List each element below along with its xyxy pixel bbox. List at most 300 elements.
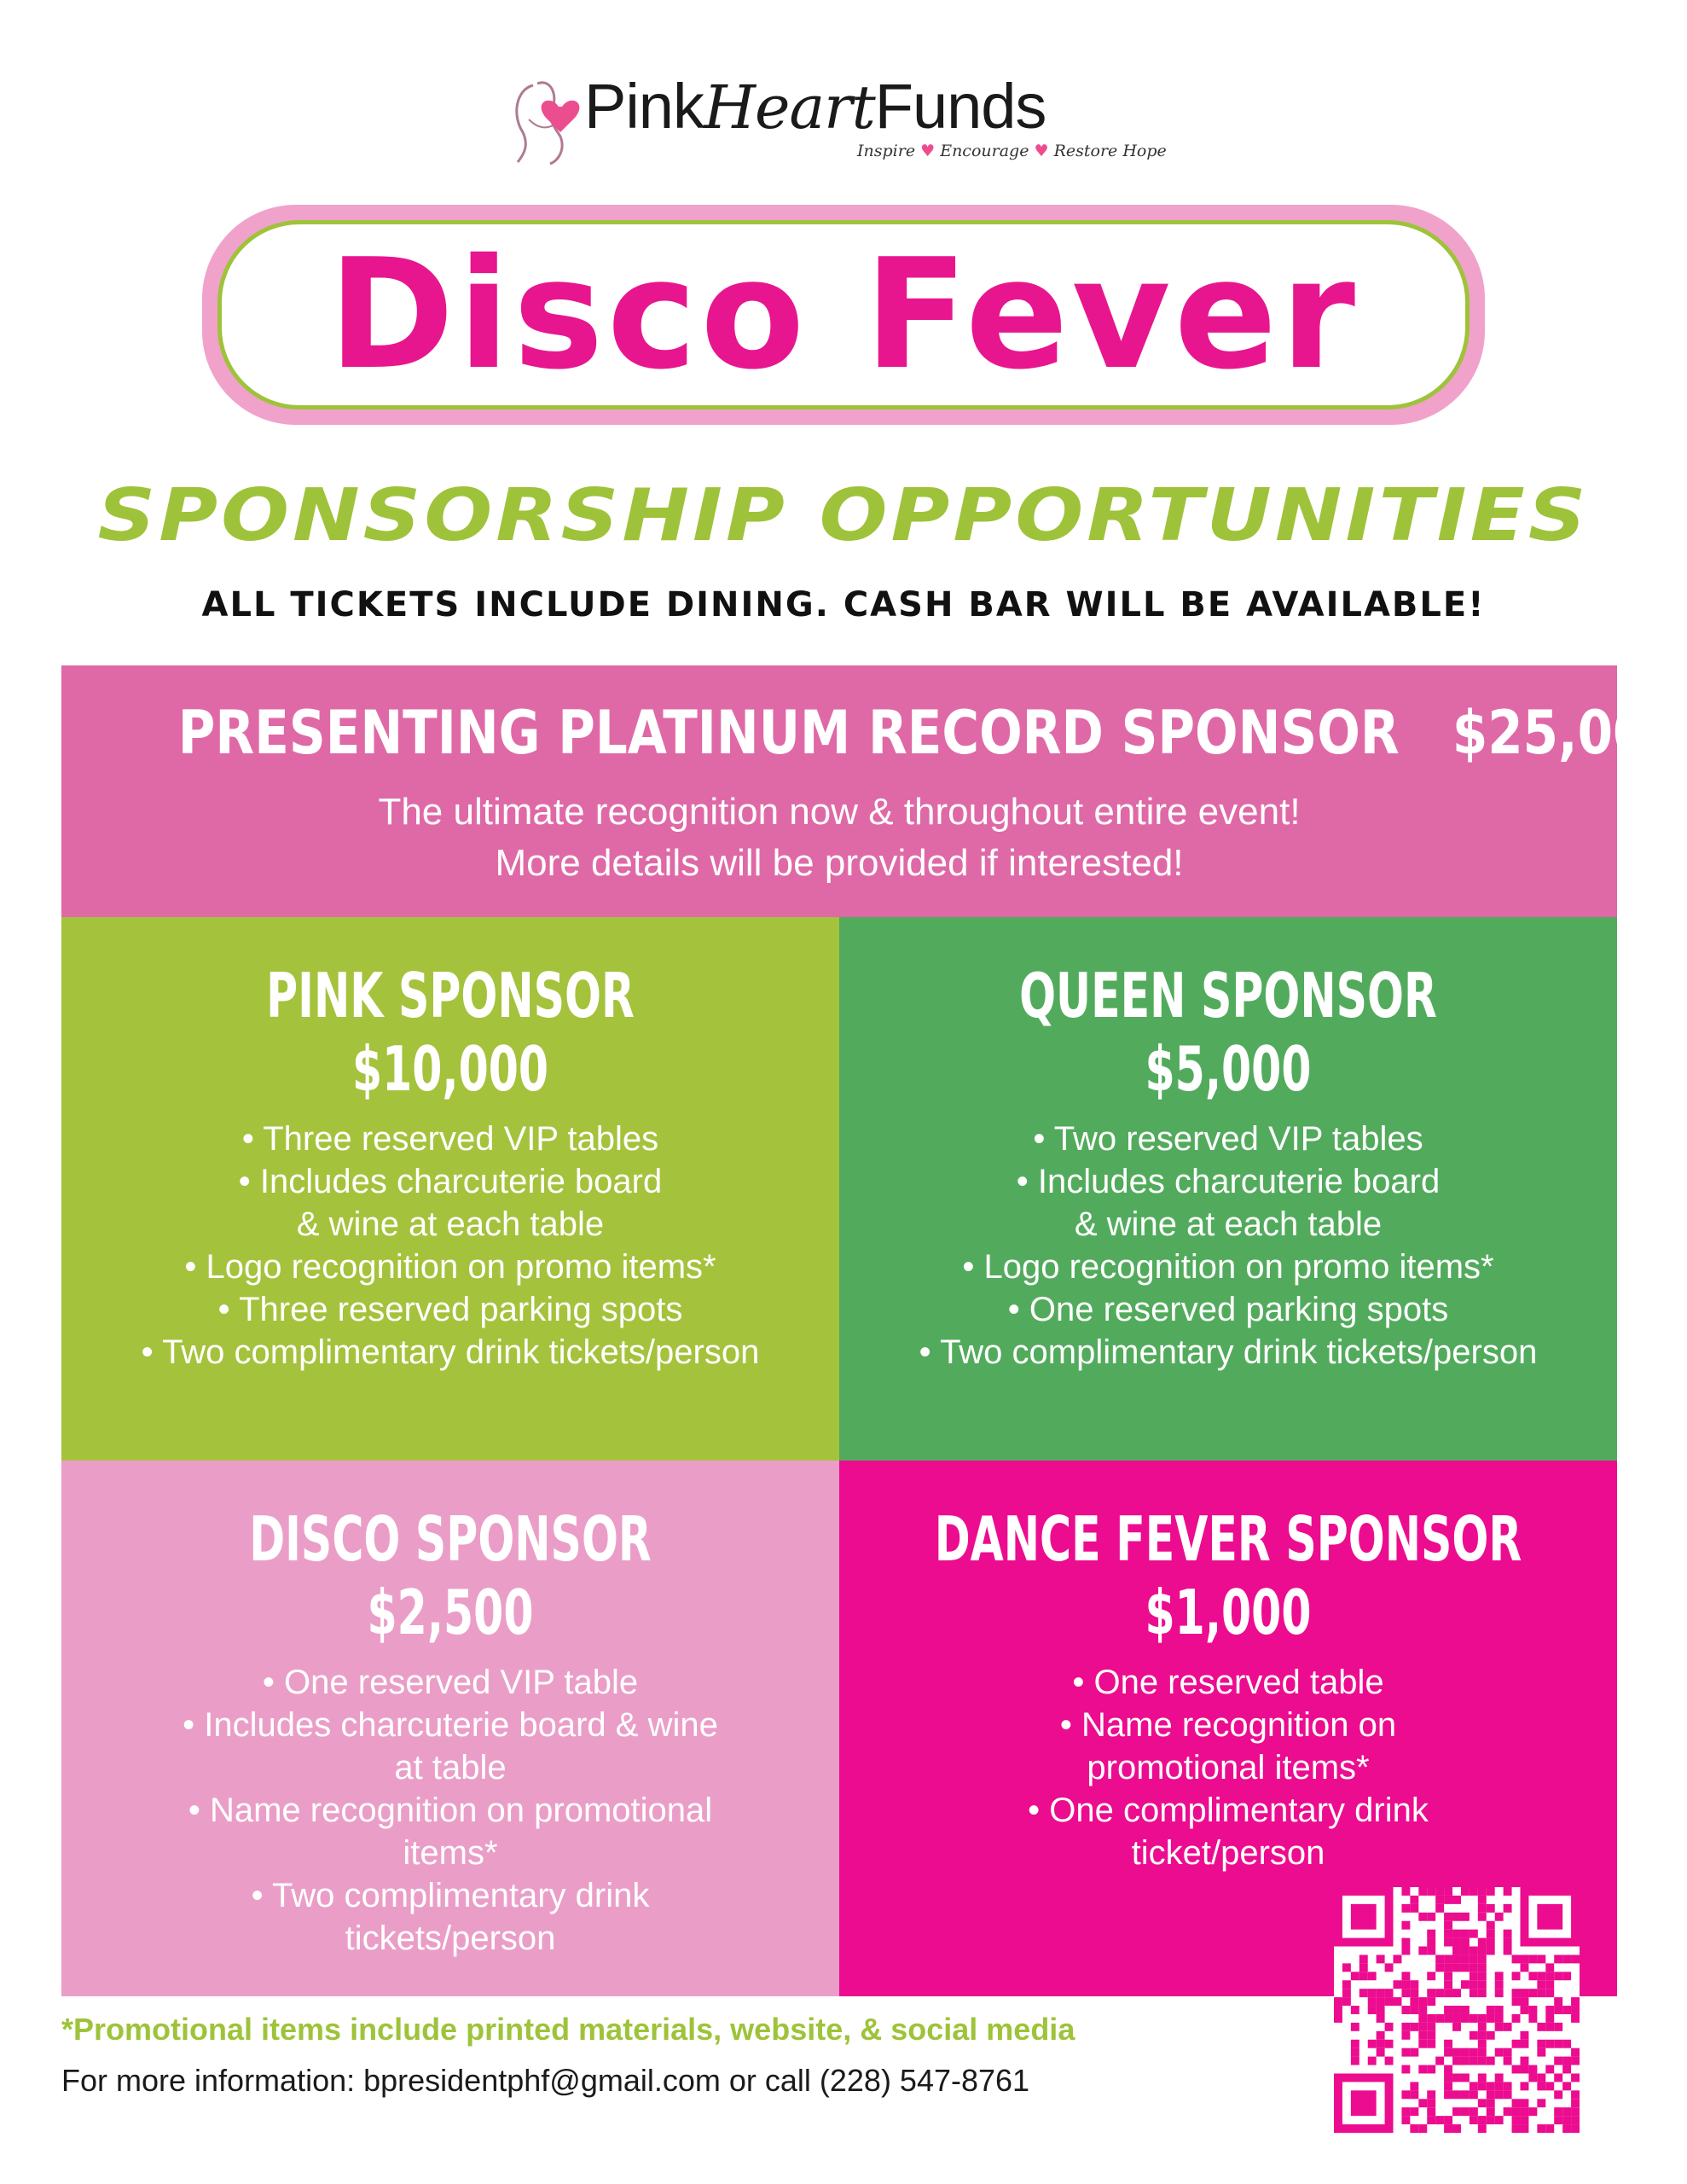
qr-module (1470, 2048, 1478, 2057)
qr-module (1461, 1938, 1470, 1947)
qr-module (1495, 2023, 1504, 2031)
qr-module (1537, 1989, 1545, 1997)
qr-module (1487, 2031, 1495, 2040)
qr-module (1478, 1989, 1487, 1997)
qr-module (1504, 1947, 1512, 1955)
qr-module (1452, 2073, 1461, 2082)
qr-module (1427, 1887, 1435, 1896)
qr-module (1554, 2057, 1562, 2065)
qr-module (1478, 2099, 1487, 2107)
qr-module (1401, 1980, 1410, 1989)
platinum-sponsor-box (61, 665, 1684, 917)
qr-module (1562, 2040, 1571, 2048)
benefit-item: & wine at each table (296, 1205, 605, 1243)
qr-module (1351, 1972, 1359, 1980)
qr-module (1487, 2082, 1495, 2090)
qr-module (1554, 2023, 1562, 2031)
qr-module (1410, 2107, 1418, 2116)
qr-module (1461, 1930, 1470, 1938)
qr-module (1444, 2006, 1452, 2014)
benefit-item: • Name recognition on (1059, 1706, 1397, 1744)
qr-module (1385, 1963, 1394, 1972)
logo-tagline: Inspire ♥ Encourage ♥ Restore Hope (857, 142, 1167, 160)
qr-module (1427, 2116, 1435, 2124)
queen-sponsor-benefits (856, 1118, 1600, 1374)
qr-module (1537, 2124, 1545, 2133)
qr-module (1512, 2065, 1521, 2074)
benefit-item: • Three reserved VIP tables (241, 1120, 659, 1158)
qr-module (1351, 2040, 1359, 2048)
qr-module (1385, 2023, 1394, 2031)
qr-module (1444, 2124, 1452, 2133)
qr-module (1452, 2057, 1461, 2065)
qr-module (1461, 1887, 1470, 1896)
qr-module (1427, 1997, 1435, 2006)
qr-module (1418, 1887, 1427, 1896)
qr-module (1394, 1997, 1402, 2006)
qr-module (1478, 2023, 1487, 2031)
qr-module (1478, 2124, 1487, 2133)
qr-module (1444, 2048, 1452, 2057)
qr-module (1385, 1989, 1394, 1997)
qr-module (1368, 2057, 1377, 2065)
qr-module (1512, 2107, 1521, 2116)
qr-module (1528, 2107, 1537, 2116)
qr-module (1478, 1913, 1487, 1921)
qr-module (1545, 2006, 1554, 2014)
disco-sponsor-box (61, 1461, 839, 1996)
qr-module (1444, 1930, 1452, 1938)
qr-module (1452, 2023, 1461, 2031)
qr-module (1427, 1972, 1435, 1980)
qr-module (1478, 1947, 1487, 1955)
qr-module (1377, 2040, 1385, 2048)
qr-module (1520, 2006, 1528, 2014)
queen-sponsor-box (839, 917, 1617, 1461)
qr-module (1470, 1980, 1478, 1989)
qr-module (1478, 2014, 1487, 2023)
qr-module (1452, 2006, 1461, 2014)
pink-sponsor-title: PINK SPONSOR (266, 960, 635, 1031)
qr-module (1470, 2116, 1478, 2124)
qr-module (1478, 2040, 1487, 2048)
qr-module (1452, 1930, 1461, 1938)
qr-module (1571, 2014, 1580, 2023)
qr-module (1452, 1938, 1461, 1947)
qr-module (1528, 2073, 1537, 2082)
qr-module (1342, 1997, 1351, 2006)
qr-module (1512, 2040, 1521, 2048)
qr-module (1427, 1938, 1435, 1947)
qr-module (1435, 1896, 1444, 1904)
qr-module (1427, 2023, 1435, 2031)
pink-sponsor-price: $10,000 (351, 1033, 549, 1105)
qr-module (1545, 2014, 1554, 2023)
qr-module (1545, 1972, 1554, 1980)
qr-module (1520, 2057, 1528, 2065)
qr-module (1385, 1997, 1394, 2006)
qr-module (1562, 2057, 1571, 2065)
dance-fever-sponsor-benefits (856, 1661, 1600, 1874)
qr-module (1435, 1963, 1444, 1972)
qr-module (1444, 2073, 1452, 2082)
heart-icon: ♥ (920, 142, 936, 160)
qr-module (1571, 2057, 1580, 2065)
qr-module (1495, 2006, 1504, 2014)
benefit-item: • Three reserved parking spots (217, 1291, 683, 1328)
qr-module (1537, 2082, 1545, 2090)
qr-module (1427, 1947, 1435, 1955)
qr-module (1478, 2057, 1487, 2065)
qr-module (1410, 1980, 1418, 1989)
qr-module (1512, 1955, 1521, 1963)
qr-module (1452, 2048, 1461, 2057)
qr-module (1478, 1896, 1487, 1904)
qr-module (1545, 2082, 1554, 2090)
qr-module (1435, 2014, 1444, 2023)
qr-module (1401, 2048, 1410, 2057)
qr-module (1427, 1989, 1435, 1997)
qr-module (1562, 2124, 1571, 2133)
qr-module (1461, 1913, 1470, 1921)
qr-module (1351, 2057, 1359, 2065)
benefit-item: • One reserved VIP table (262, 1664, 639, 1701)
qr-module (1495, 2048, 1504, 2057)
qr-module (1504, 1930, 1512, 1938)
benefit-item: • Includes charcuterie board (238, 1163, 663, 1200)
qr-module (1461, 2057, 1470, 2065)
disco-sponsor-title: DISCO SPONSOR (249, 1503, 652, 1575)
qr-module (1461, 1955, 1470, 1963)
qr-code-graphic (1334, 1887, 1580, 2133)
qr-module (1487, 2099, 1495, 2107)
qr-module (1444, 1921, 1452, 1930)
qr-module (1487, 2107, 1495, 2116)
qr-module (1418, 2099, 1427, 2107)
benefit-item: • One reserved parking spots (1007, 1291, 1449, 1328)
qr-module (1444, 1972, 1452, 1980)
qr-module (1478, 1887, 1487, 1896)
qr-module (1427, 2090, 1435, 2099)
qr-module (1512, 2099, 1521, 2107)
subtitle: SPONSORSHIP OPPORTUNITIES (97, 473, 1590, 558)
qr-module (1554, 2006, 1562, 2014)
qr-module (1470, 2082, 1478, 2090)
qr-module (1478, 1938, 1487, 1947)
qr-module (1571, 2048, 1580, 2057)
qr-module (1351, 1904, 1377, 1930)
qr-module (1444, 2090, 1452, 2099)
qr-module (1520, 2031, 1528, 2040)
qr-module (1351, 2006, 1359, 2014)
qr-module (1410, 1896, 1418, 1904)
qr-module (1487, 2014, 1495, 2023)
qr-module (1401, 1947, 1410, 1955)
qr-module (1444, 1913, 1452, 1921)
qr-module (1487, 1921, 1495, 1930)
qr-module (1342, 1963, 1351, 1972)
qr-module (1504, 1938, 1512, 1947)
qr-module (1495, 2073, 1504, 2082)
qr-module (1427, 2099, 1435, 2107)
qr-module (1444, 1980, 1452, 1989)
qr-module (1427, 2031, 1435, 2040)
qr-module (1401, 1887, 1410, 1896)
qr-module (1410, 1997, 1418, 2006)
qr-module (1377, 1997, 1385, 2006)
qr-module (1504, 2090, 1512, 2099)
qr-module (1461, 1947, 1470, 1955)
qr-module (1461, 2048, 1470, 2057)
dance-fever-sponsor-title: DANCE FEVER SPONSOR (934, 1503, 1522, 1575)
platinum-sponsor-title: PRESENTING PLATINUM RECORD SPONSOR (177, 698, 1400, 768)
qr-module (1368, 1997, 1377, 2006)
qr-module (1495, 2116, 1504, 2124)
benefit-item: • Includes charcuterie board & wine (183, 1706, 718, 1744)
qr-module (1401, 2116, 1410, 2124)
qr-module (1452, 1896, 1461, 1904)
qr-module (1444, 2116, 1452, 2124)
qr-module (1478, 2048, 1487, 2057)
queen-sponsor-price: $5,000 (1145, 1033, 1312, 1105)
qr-module (1512, 2116, 1521, 2124)
qr-module (1487, 1938, 1495, 1947)
qr-module (1342, 1989, 1351, 1997)
qr-module (1504, 2082, 1512, 2090)
qr-module (1401, 2023, 1410, 2031)
benefit-item: items* (403, 1834, 498, 1872)
logo-wordmark: PinkHeartFunds (584, 71, 1046, 142)
qr-module (1554, 1955, 1562, 1963)
qr-module (1461, 2006, 1470, 2014)
qr-module (1537, 2099, 1545, 2107)
qr-module (1410, 2023, 1418, 2031)
benefit-item: • Includes charcuterie board (1016, 1163, 1441, 1200)
qr-module (1520, 2116, 1528, 2124)
pink-sponsor-box (61, 917, 839, 1461)
qr-module (1487, 1887, 1495, 1896)
qr-module (1452, 1989, 1461, 1997)
qr-module (1401, 2090, 1410, 2099)
qr-module (1401, 1904, 1410, 1913)
qr-module (1554, 2040, 1562, 2048)
qr-module (1470, 1930, 1478, 1938)
qr-module (1377, 2031, 1385, 2040)
qr-module (1512, 1997, 1521, 2006)
qr-module (1418, 2023, 1427, 2031)
qr-module (1394, 1980, 1402, 1989)
qr-module (1562, 1972, 1571, 1980)
qr-module (1495, 1989, 1504, 1997)
qr-module (1444, 1963, 1452, 1972)
qr-module (1554, 2090, 1562, 2099)
qr-module (1334, 2014, 1342, 2023)
qr-module (1368, 2006, 1377, 2014)
qr-module (1444, 1955, 1452, 1963)
qr-module (1410, 2006, 1418, 2014)
qr-module (1478, 1955, 1487, 1963)
qr-module (1452, 2014, 1461, 2023)
qr-module (1478, 1904, 1487, 1913)
qr-module (1377, 2006, 1385, 2014)
dance-fever-sponsor-price: $1,000 (1145, 1577, 1312, 1648)
qr-module (1377, 1989, 1385, 1997)
qr-module (1427, 2065, 1435, 2074)
qr-module (1512, 2124, 1521, 2133)
qr-module (1487, 1930, 1495, 1938)
qr-module (1470, 2107, 1478, 2116)
qr-module (1504, 2023, 1512, 2031)
qr-module (1487, 2057, 1495, 2065)
qr-module (1435, 1887, 1444, 1896)
qr-module (1401, 1921, 1410, 1930)
qr-module (1537, 1904, 1562, 1930)
qr-module (1470, 2014, 1478, 2023)
qr-module (1461, 2090, 1470, 2099)
qr-module (1562, 2065, 1571, 2074)
platinum-sponsor-price: $25,000 (1452, 698, 1684, 768)
qr-module (1470, 2031, 1478, 2040)
qr-module (1520, 1955, 1528, 1963)
qr-module (1410, 2048, 1418, 2057)
qr-module (1401, 2107, 1410, 2116)
qr-module (1571, 2107, 1580, 2116)
qr-module (1554, 2116, 1562, 2124)
qr-module (1401, 2065, 1410, 2074)
qr-module (1495, 1972, 1504, 1980)
qr-module (1470, 1947, 1478, 1955)
qr-module (1504, 2107, 1512, 2116)
queen-sponsor-title: QUEEN SPONSOR (1019, 960, 1437, 1031)
qr-module (1470, 1989, 1478, 1997)
title-banner (202, 205, 1485, 425)
qr-module (1520, 2065, 1528, 2074)
qr-module (1520, 2107, 1528, 2116)
qr-module (1351, 2023, 1359, 2031)
qr-module (1478, 2031, 1487, 2040)
benefit-item: • Two complimentary drink tickets/person (141, 1333, 760, 1371)
qr-module (1495, 2082, 1504, 2090)
qr-module (1528, 2006, 1537, 2014)
benefit-item: • Two complimentary drink tickets/person (919, 1333, 1538, 1371)
qr-module (1377, 2048, 1385, 2057)
qr-module (1401, 1989, 1410, 1997)
qr-module (1385, 2040, 1394, 2048)
qr-module (1487, 2116, 1495, 2124)
qr-module (1528, 1972, 1537, 1980)
disco-sponsor-benefits (78, 1661, 822, 1960)
qr-module (1452, 2124, 1461, 2133)
qr-module (1410, 2082, 1418, 2090)
qr-module (1418, 2065, 1427, 2074)
qr-module (1368, 1989, 1377, 1997)
qr-module (1461, 1963, 1470, 1972)
qr-module (1410, 1904, 1418, 1913)
woman-silhouette-icon (499, 68, 593, 166)
qr-module (1562, 2116, 1571, 2124)
qr-module (1504, 1904, 1512, 1913)
qr-module (1528, 1955, 1537, 1963)
qr-code[interactable] (1334, 1887, 1580, 2133)
qr-module (1545, 1963, 1554, 1972)
qr-module (1495, 1980, 1504, 1989)
qr-module (1418, 2124, 1427, 2133)
qr-module (1470, 1887, 1478, 1896)
qr-module (1418, 2014, 1427, 2023)
qr-module (1435, 2116, 1444, 2124)
qr-module (1470, 1972, 1478, 1980)
qr-module (1562, 2006, 1571, 2014)
qr-module (1418, 1913, 1427, 1921)
qr-module (1444, 1896, 1452, 1904)
qr-module (1394, 1955, 1402, 1963)
qr-module (1444, 2040, 1452, 2048)
qr-module (1334, 1997, 1342, 2006)
qr-module (1359, 1955, 1368, 1963)
qr-module (1528, 2014, 1537, 2023)
qr-module (1444, 2014, 1452, 2023)
qr-module (1537, 1955, 1545, 1963)
qr-module (1377, 2014, 1385, 2023)
qr-module (1520, 2099, 1528, 2107)
qr-module (1410, 1989, 1418, 1997)
qr-module (1478, 1972, 1487, 1980)
platinum-line: More details will be provided if interested! (495, 842, 1184, 884)
qr-module (1571, 2124, 1580, 2133)
qr-module (1504, 2057, 1512, 2065)
qr-module (1427, 2040, 1435, 2048)
qr-module (1478, 2073, 1487, 2082)
contact-info: For more information: bpresidentphf@gmail.com or call (228) 547-8761 (61, 2063, 1030, 2098)
qr-module (1444, 1989, 1452, 1997)
qr-module (1520, 2040, 1528, 2048)
qr-module (1478, 2116, 1487, 2124)
qr-module (1478, 2082, 1487, 2090)
qr-module (1571, 2073, 1580, 2082)
pink-sponsor-benefits (78, 1118, 822, 1374)
qr-module (1571, 1997, 1580, 2006)
qr-module (1528, 2065, 1537, 2074)
qr-module (1545, 1989, 1554, 1997)
qr-module (1478, 1980, 1487, 1989)
benefit-item: ticket/person (1131, 1834, 1325, 1872)
qr-module (1562, 2082, 1571, 2090)
qr-module (1520, 1989, 1528, 1997)
qr-module (1571, 2099, 1580, 2107)
qr-module (1537, 1980, 1545, 1989)
qr-module (1427, 1913, 1435, 1921)
platinum-sponsor-heading (177, 698, 1684, 768)
qr-module (1401, 2031, 1410, 2040)
benefit-item: • Two complimentary drink (251, 1877, 650, 1914)
benefit-item: • Logo recognition on promo items* (184, 1248, 716, 1286)
qr-module (1571, 2090, 1580, 2099)
qr-module (1385, 2057, 1394, 2065)
qr-module (1554, 1972, 1562, 1980)
qr-module (1554, 2073, 1562, 2082)
qr-module (1359, 1972, 1368, 1980)
qr-module (1418, 2031, 1427, 2040)
qr-module (1512, 2014, 1521, 2023)
benefit-item: • Logo recognition on promo items* (962, 1248, 1494, 1286)
qr-module (1342, 1980, 1351, 1989)
qr-module (1545, 2023, 1554, 2031)
qr-module (1571, 2006, 1580, 2014)
qr-module (1351, 2048, 1359, 2057)
qr-module (1537, 2040, 1545, 2048)
qr-module (1368, 2040, 1377, 2048)
qr-module (1461, 1980, 1470, 1989)
